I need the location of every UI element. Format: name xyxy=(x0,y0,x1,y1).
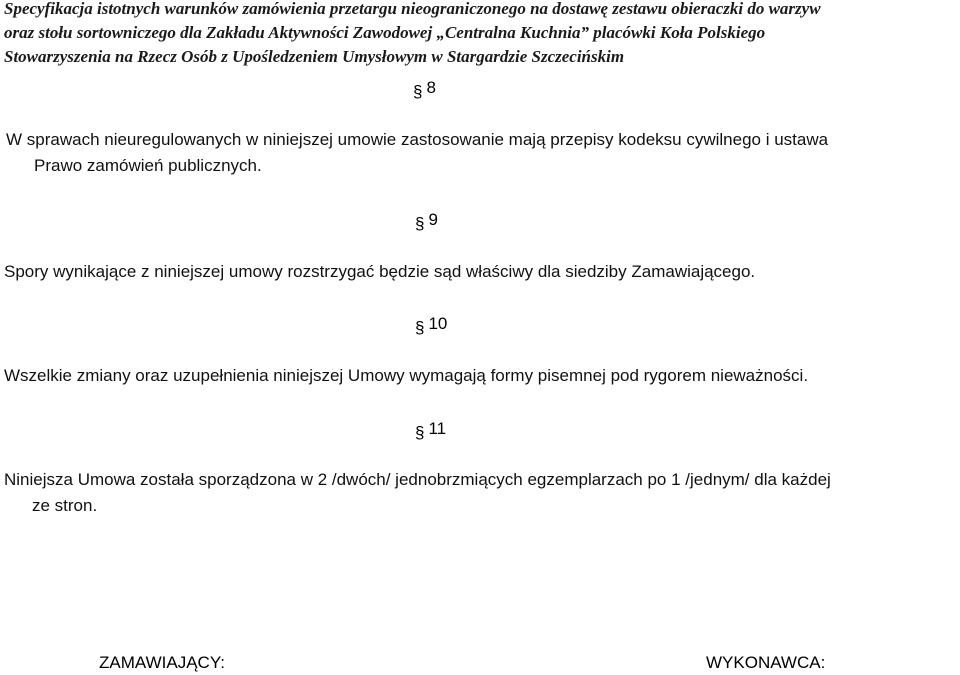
paragraph-line: Prawo zamówień publicznych. xyxy=(34,156,262,175)
section-heading-11 xyxy=(415,419,447,442)
section-number: 10 xyxy=(428,314,448,333)
section-symbol: § xyxy=(415,214,425,233)
section-heading-10 xyxy=(415,314,448,337)
section-11-paragraph xyxy=(4,467,831,519)
document-header xyxy=(4,0,956,69)
section-heading-9 xyxy=(415,210,438,233)
section-symbol: § xyxy=(415,318,425,337)
header-line: Specyfikacja istotnych warunków zamówienia przetargu nieograniczonego na dostawę zestawu obieraczki do warzyw xyxy=(4,0,821,18)
header-line: Stowarzyszenia na Rzecz Osób z Upośledzeniem Umysłowym w Stargardzie Szczecińskim xyxy=(4,47,625,66)
section-number: 11 xyxy=(428,419,447,438)
section-number: 8 xyxy=(426,78,436,97)
section-symbol: § xyxy=(415,423,425,442)
section-9-paragraph xyxy=(4,259,755,285)
section-number: 9 xyxy=(428,210,438,229)
signature-label-contractor: WYKONAWCA: xyxy=(706,653,826,672)
paragraph-line: Niniejsza Umowa została sporządzona w 2 /dwóch/ jednobrzmiących egzemplarzach po 1 /jednym/ dla każdej xyxy=(4,470,831,489)
paragraph-line: ze stron. xyxy=(32,496,98,515)
section-symbol: § xyxy=(413,82,423,101)
section-8-paragraph xyxy=(6,127,828,179)
section-heading-8 xyxy=(413,78,436,101)
paragraph-line: Spory wynikające z niniejszej umowy rozstrzygać będzie sąd właściwy dla siedziby Zamawiającego. xyxy=(4,262,756,281)
header-line: oraz stołu sortowniczego dla Zakładu Aktywności Zawodowej „Centralna Kuchnia” placówki Koła Polskiego xyxy=(4,23,766,42)
paragraph-line: Wszelkie zmiany oraz uzupełnienia niniejszej Umowy wymagają formy pisemnej pod rygorem nieważności. xyxy=(4,366,809,385)
paragraph-line: W sprawach nieuregulowanych w niniejszej umowie zastosowanie mają przepisy kodeksu cywilnego i ustawa xyxy=(6,130,829,149)
signature-label-orderer: ZAMAWIAJĄCY: xyxy=(99,653,225,672)
section-10-paragraph xyxy=(4,363,808,389)
